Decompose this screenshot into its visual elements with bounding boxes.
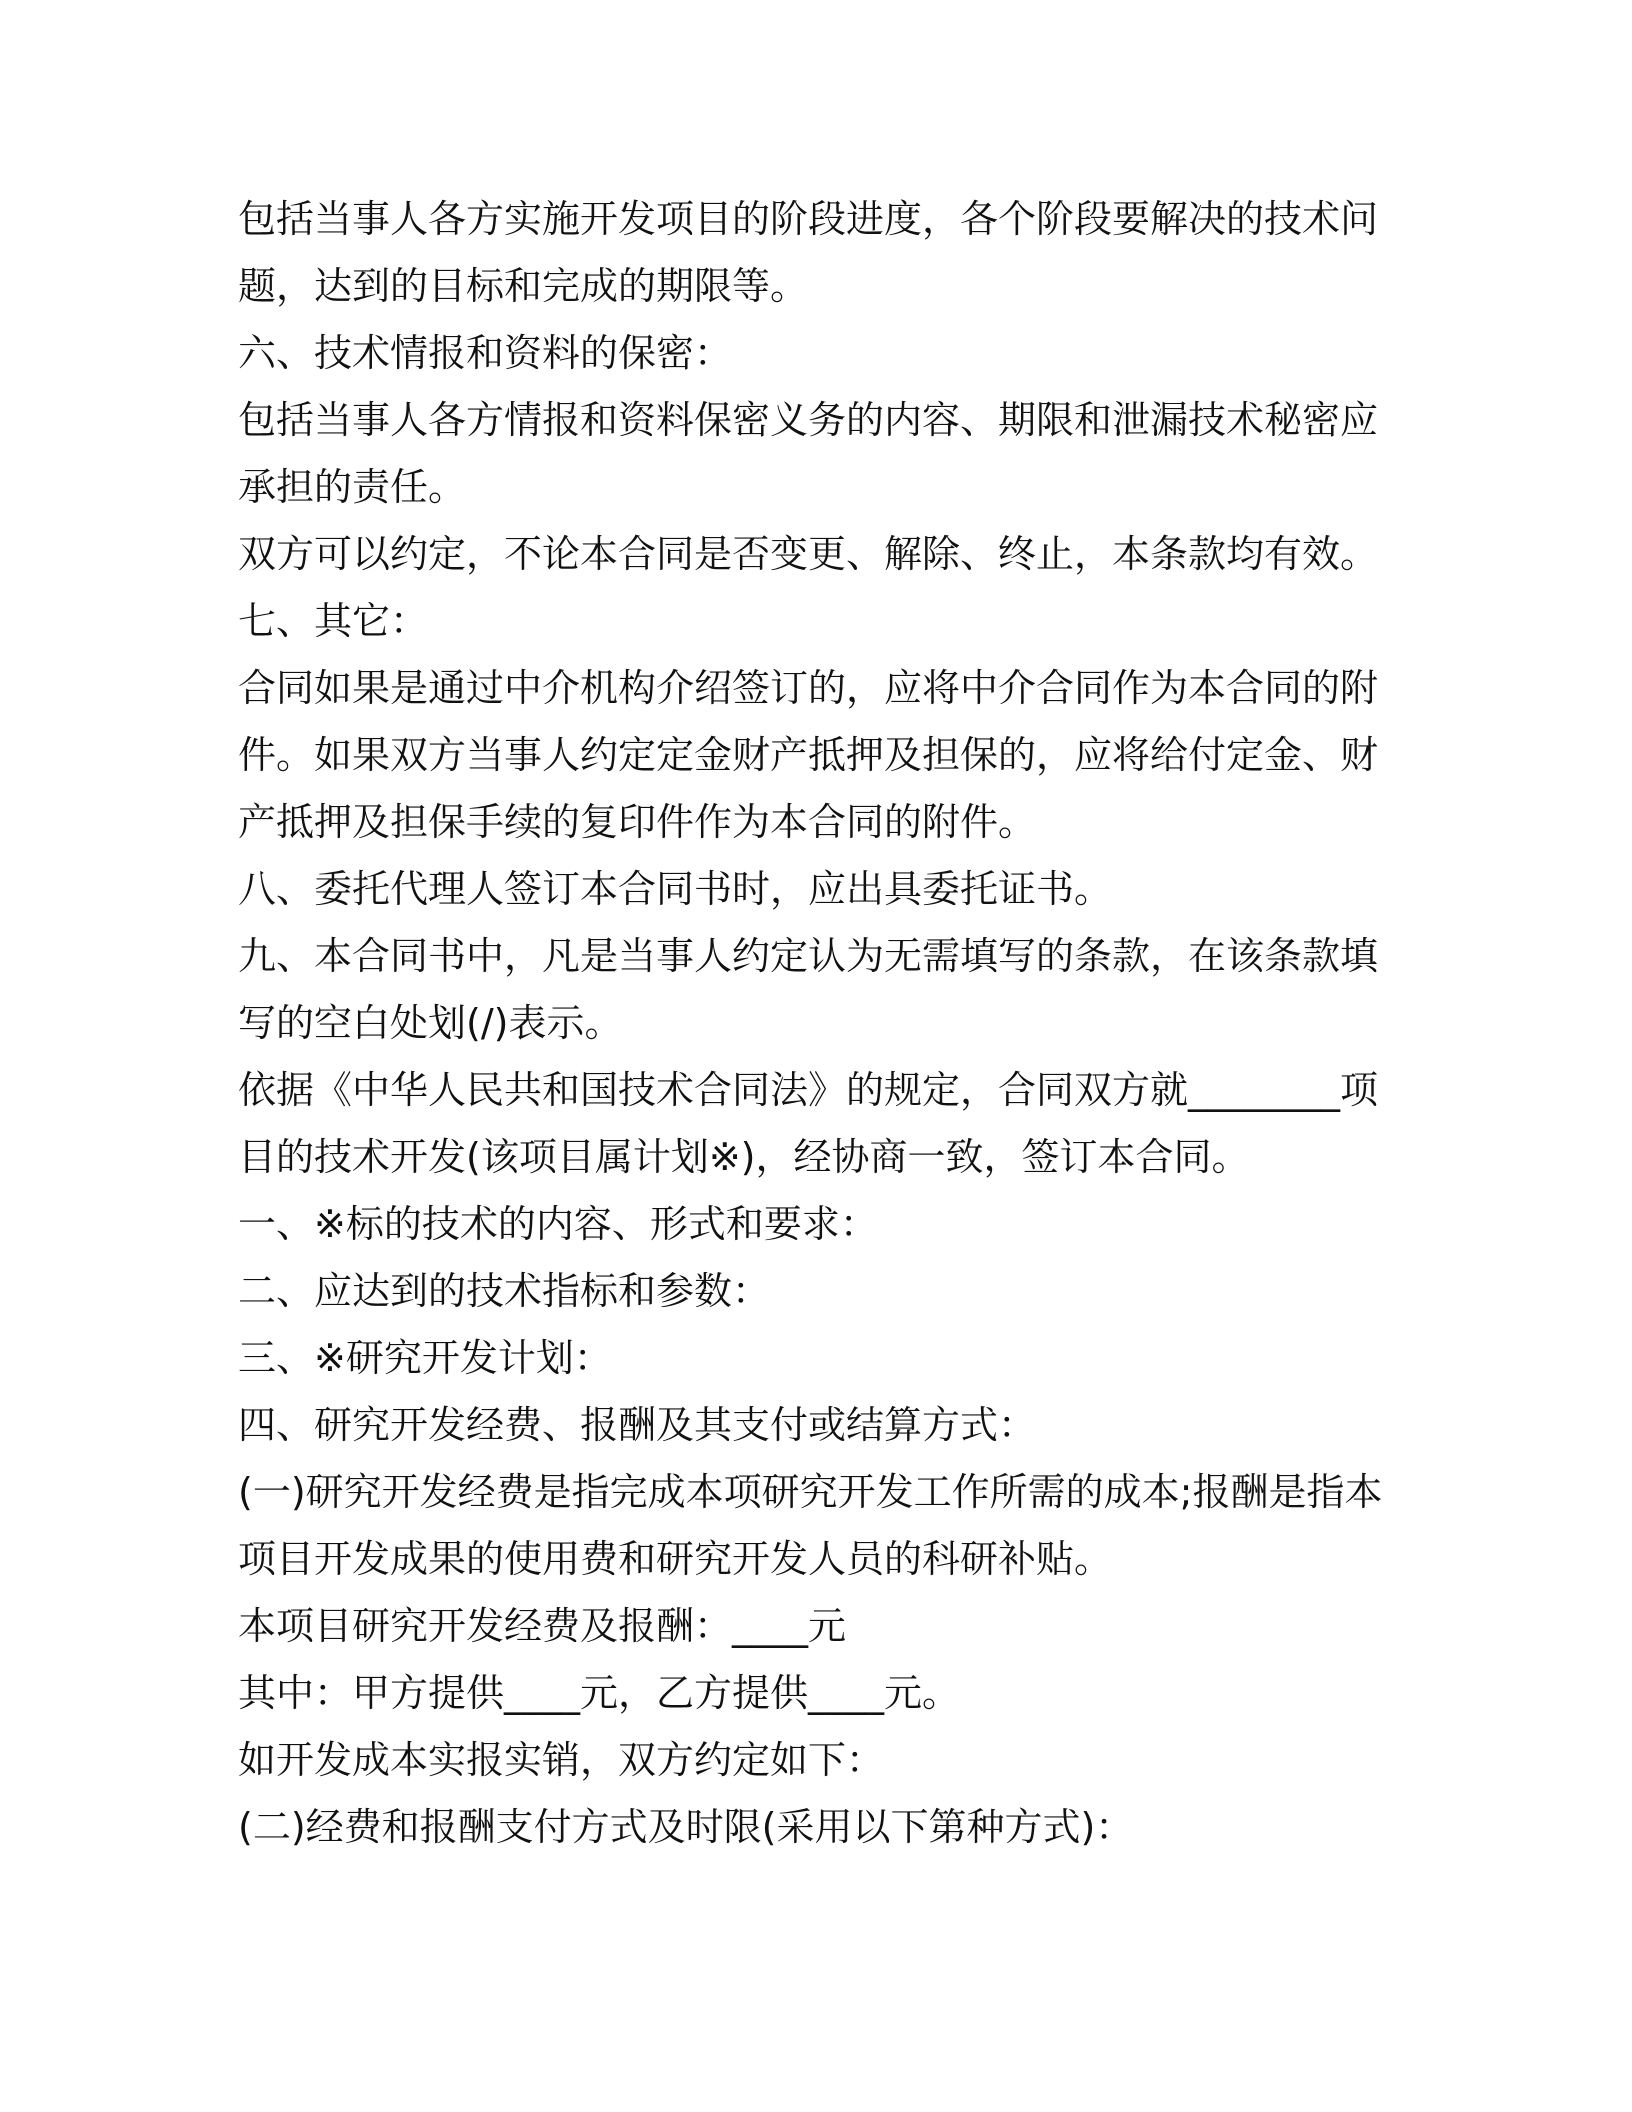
text-line: 写的空白处划(/)表示。 [238,1001,623,1045]
text-line: 双方可以约定，不论本合同是否变更、解除、终止，本条款均有效。 [238,532,1379,576]
text-line: 依据《中华人民共和国技术合同法》的规定，合同双方就________项 [238,1068,1379,1112]
section-heading: 三、※研究开发计划： [238,1336,612,1380]
text-line: 合同如果是通过中介机构介绍签订的，应将中介合同作为本合同的附 [238,666,1379,710]
text-line: (二)经费和报酬支付方式及时限(采用以下第种方式)： [238,1805,1134,1849]
text-line: 题，达到的目标和完成的期限等。 [238,264,809,308]
section-heading: 八、委托代理人签订本合同书时，应出具委托证书。 [238,867,1113,911]
text-line: 件。如果双方当事人约定定金财产抵押及担保的，应将给付定金、财 [238,733,1379,777]
text-line: 其中：甲方提供____元，乙方提供____元。 [238,1671,961,1715]
text-line: 承担的责任。 [238,465,467,509]
document-body [238,186,1398,1861]
section-heading: 一、※标的技术的内容、形式和要求： [238,1202,878,1246]
section-heading: 九、本合同书中，凡是当事人约定认为无需填写的条款，在该条款填 [238,934,1379,978]
section-heading: 四、研究开发经费、报酬及其支付或结算方式： [238,1403,1037,1447]
text-line: 目的技术开发(该项目属计划※)，经协商一致，签订本合同。 [238,1135,1250,1179]
text-line: 本项目研究开发经费及报酬：____元 [238,1604,847,1648]
text-line: 如开发成本实报实销，双方约定如下： [238,1738,885,1782]
text-line: 包括当事人各方情报和资料保密义务的内容、期限和泄漏技术秘密应 [238,398,1379,442]
text-line: 产抵押及担保手续的复印件作为本合同的附件。 [238,800,1037,844]
text-line: 包括当事人各方实施开发项目的阶段进度，各个阶段要解决的技术问 [238,197,1379,241]
section-heading: 七、其它： [238,599,429,643]
section-heading: 二、应达到的技术指标和参数： [238,1269,771,1313]
section-heading: 六、技术情报和资料的保密： [238,331,733,375]
text-line: 项目开发成果的使用费和研究开发人员的科研补贴。 [238,1537,1113,1581]
text-line: (一)研究开发经费是指完成本项研究开发工作所需的成本;报酬是指本 [238,1470,1383,1514]
